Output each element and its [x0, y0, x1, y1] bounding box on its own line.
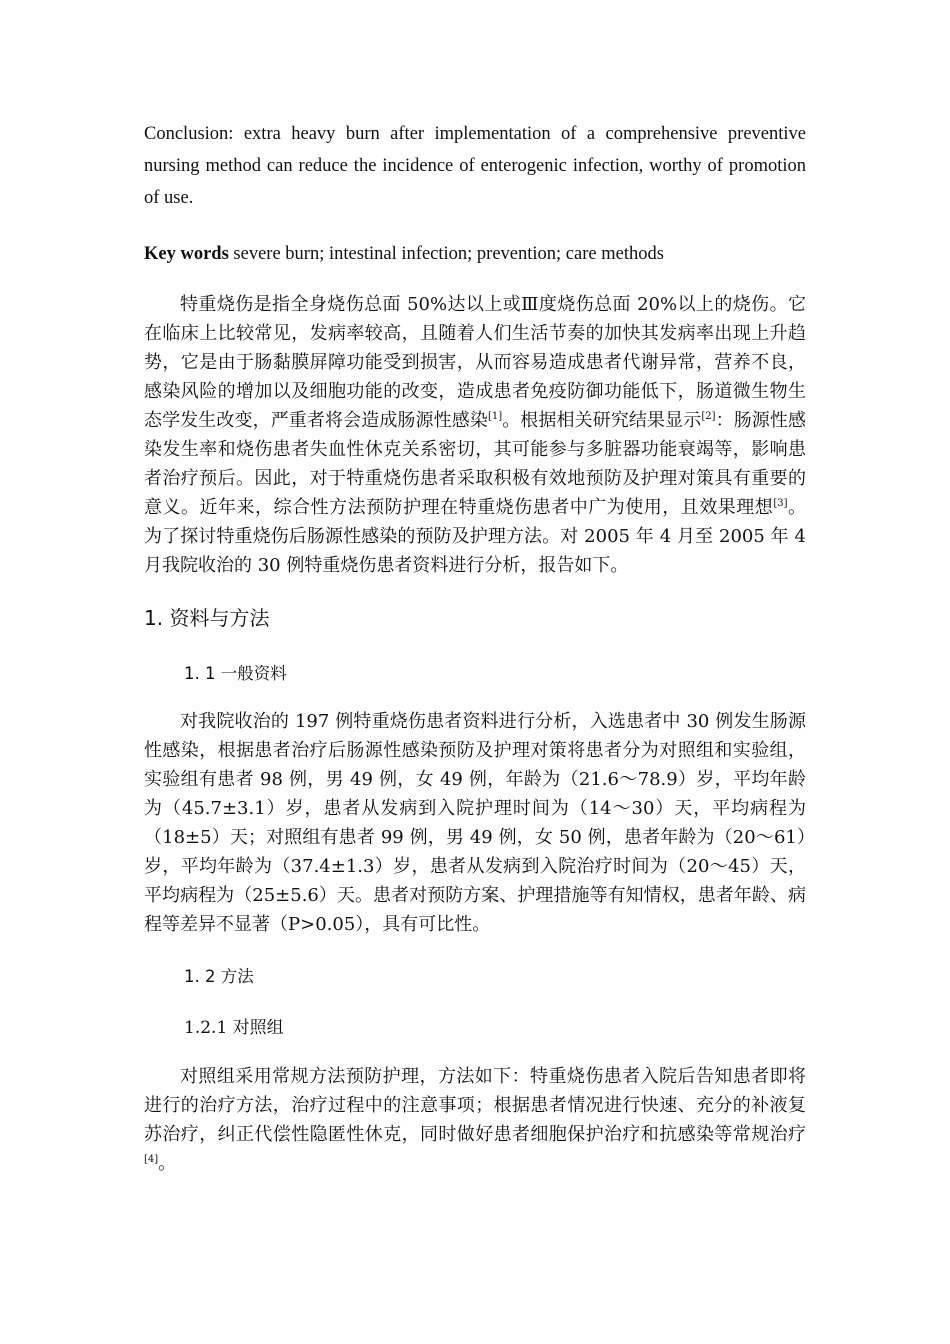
citation-2: [2] [701, 411, 716, 422]
citation-3: [3] [773, 498, 788, 509]
keywords-label: Key words [144, 244, 229, 264]
document-page [144, 0, 806, 1344]
subsection-heading-general-data: 1. 1 一般资料 [184, 664, 287, 683]
control-group-paragraph [144, 1062, 806, 1178]
subsection-heading-method: 1. 2 方法 [184, 967, 254, 986]
abstract-keywords [144, 238, 806, 270]
intro-text-part3: ：肠源性感染发生率和烧伤患者失血性休克关系密切，其可能参与多脏器功能衰竭等，影响患者治疗预后。因此，对于特重烧伤患者采取积极有效地预防及护理对策具有重要的意义。近年来，综合性方法预防护理在特重烧伤患者中广为使用，且效果理想 [144, 410, 807, 518]
keywords-text: severe burn; intestinal infection; prevention; care methods [228, 244, 664, 264]
intro-text-part4: 。为了探讨特重烧伤后肠源性感染的预防及护理方法。对 2005 年 4 月至 2005 年 4 月我院收治的 30 例特重烧伤患者资料进行分析，报告如下。 [144, 497, 807, 576]
general-data-paragraph: 对我院收治的 197 例特重烧伤患者资料进行分析，入选患者中 30 例发生肠源性感染，根据患者治疗后肠源性感染预防及护理对策将患者分为对照组和实验组，实验组有患者 98 例，男 49 例，女 49 例，年龄为（21.6～78.9）岁，平均年龄为（45.7±3.1）岁，患者从发病到入院护理时间为（14～30）天，平均病程为（18±5）天；对照组有患者 99 例，男 49 例，女 50 例，患者年龄为（20～61）岁，平均年龄为（37.4±1.3）岁，患者从发病到入院治疗时间为（20～45）天，平均病程为（25±5.6）天。患者对预防方案、护理措施等有知情权，患者年龄、病程等差异不显著（P>0.05），具有可比性。 [144, 711, 806, 935]
citation-1: [1] [487, 411, 503, 422]
subsubsection-heading-control-group: 1.2.1 对照组 [184, 1018, 284, 1038]
section-heading-materials-methods: 1. 资料与方法 [144, 606, 270, 630]
citation-4: [4] [144, 1154, 159, 1165]
abstract-conclusion: Conclusion: extra heavy burn after implementation of a comprehensive preventive nursing method can reduce the incidence of enterogenic infection, worthy of promotion of use. [144, 124, 806, 208]
intro-text-part2: 。根据相关研究结果显示 [502, 410, 702, 431]
control-group-text: 对照组采用常规方法预防护理，方法如下：特重烧伤患者入院后告知患者即将进行的治疗方法，治疗过程中的注意事项；根据患者情况进行快速、充分的补液复苏治疗，纠正代偿性隐匿性休克，同时做好患者细胞保护治疗和抗感染等常规治疗 [144, 1066, 806, 1145]
control-group-text-end: 。 [158, 1153, 177, 1174]
intro-paragraph [144, 290, 806, 580]
intro-text-part1: 特重烧伤是指全身烧伤总面 50%达以上或Ⅲ度烧伤总面 20%以上的烧伤。它在临床上比较常见，发病率较高，且随着人们生活节奏的加快其发病率出现上升趋势，它是由于肠黏膜屏障功能受到损害，从而容易造成患者代谢异常，营养不良，感染风险的增加以及细胞功能的改变，造成患者免疫防御功能低下，肠道微生物生态学发生改变，严重者将会造成肠源性感染 [144, 294, 806, 431]
